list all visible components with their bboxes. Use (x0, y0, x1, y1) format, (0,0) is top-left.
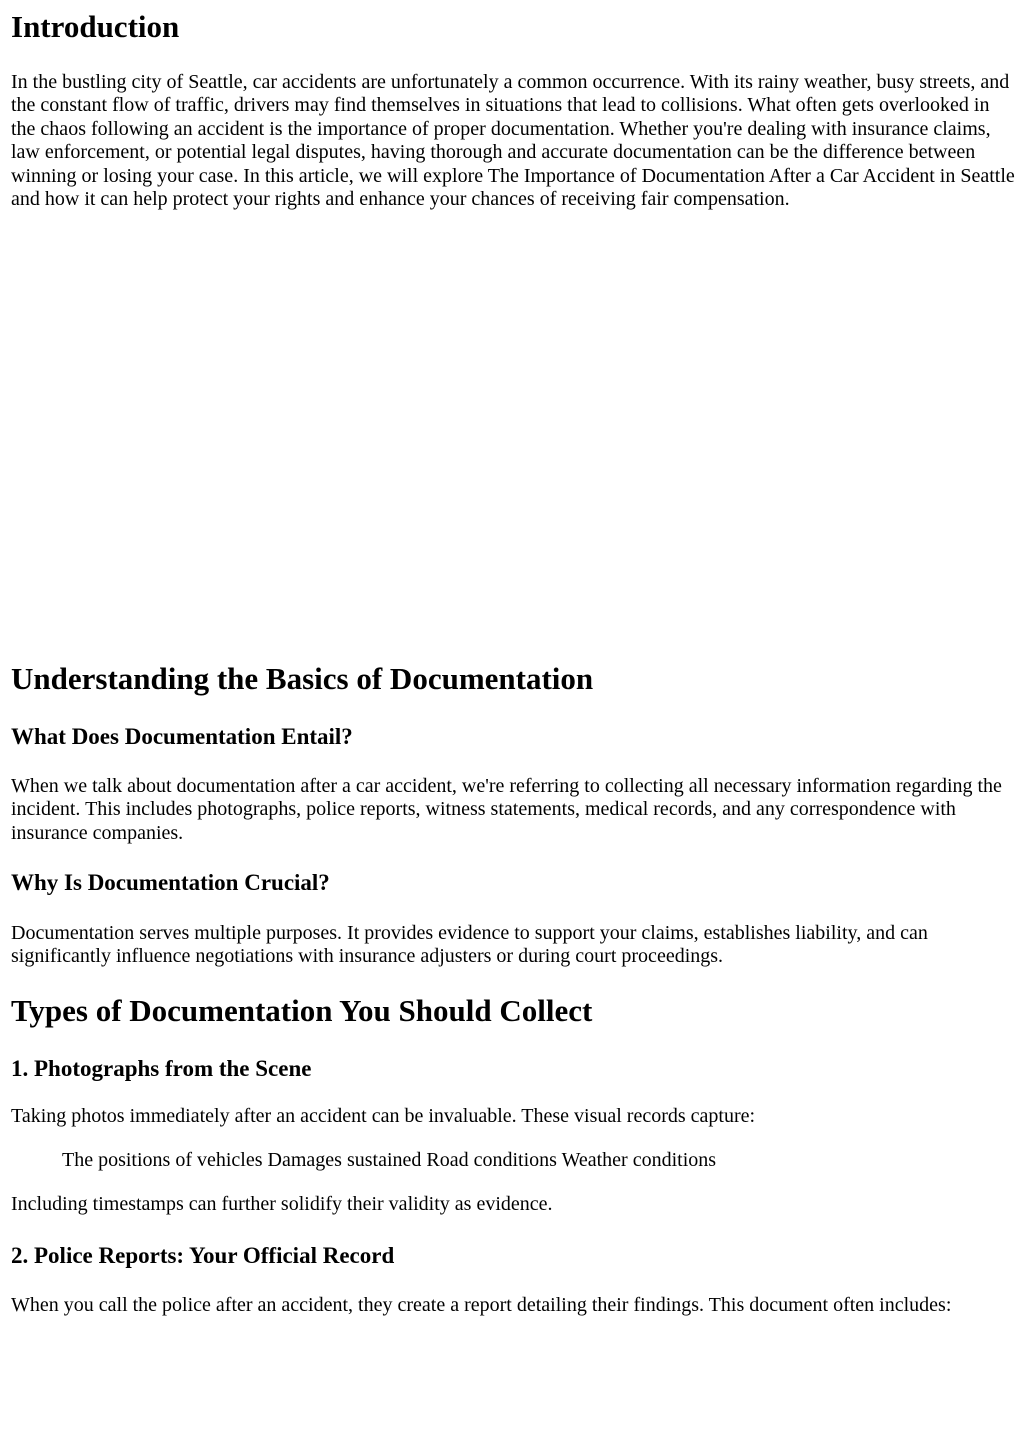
photos-heading: 1. Photographs from the Scene (11, 1056, 312, 1081)
photos-after-paragraph: Including timestamps can further solidify their validity as evidence. (11, 1193, 553, 1215)
types-heading: Types of Documentation You Should Collect (11, 993, 593, 1028)
list-item: Weather conditions (561, 1149, 717, 1171)
entail-paragraph: When we talk about documentation after a car accident, we're referring to collecting all necessary information regarding the incident. This includes photographs, police reports, witness statements, medical records, and any correspondence with insurance companies. (11, 775, 1002, 844)
entail-heading: What Does Documentation Entail? (11, 724, 353, 749)
crucial-paragraph: Documentation serves multiple purposes. It provides evidence to support your claims, establishes liability, and can significantly influence negotiations with insurance adjusters or during court proceedings. (11, 922, 928, 968)
photos-paragraph: Taking photos immediately after an accident can be invaluable. These visual records capture: (11, 1105, 756, 1127)
police-paragraph: When you call the police after an accident, they create a report detailing their findings. This document often includes: (11, 1294, 952, 1316)
intro-paragraph: In the bustling city of Seattle, car accidents are unfortunately a common occurrence. With its rainy weather, busy streets, and the constant flow of traffic, drivers may find themselves in situations that lead to collisions. What often gets overlooked in the chaos following an accident is the importance of proper documentation. Whether you're dealing with insurance claims, law enforcement, or potential legal disputes, having thorough and accurate documentation can be the difference between winning or losing your case. In this article, we will explore The Importance of Documentation After a Car Accident in Seattle and how it can help protect your rights and enhance your chances of receiving fair compensation. (11, 71, 1015, 211)
intro-heading: Introduction (11, 9, 180, 44)
basics-heading: Understanding the Basics of Documentation (11, 661, 594, 696)
list-item: The positions of vehicles (62, 1149, 263, 1171)
list-item: Road conditions (426, 1149, 557, 1171)
list-item: Damages sustained (267, 1149, 422, 1171)
photos-list (62, 1149, 716, 1172)
crucial-heading: Why Is Documentation Crucial? (11, 870, 330, 895)
police-heading: 2. Police Reports: Your Official Record (11, 1243, 395, 1268)
